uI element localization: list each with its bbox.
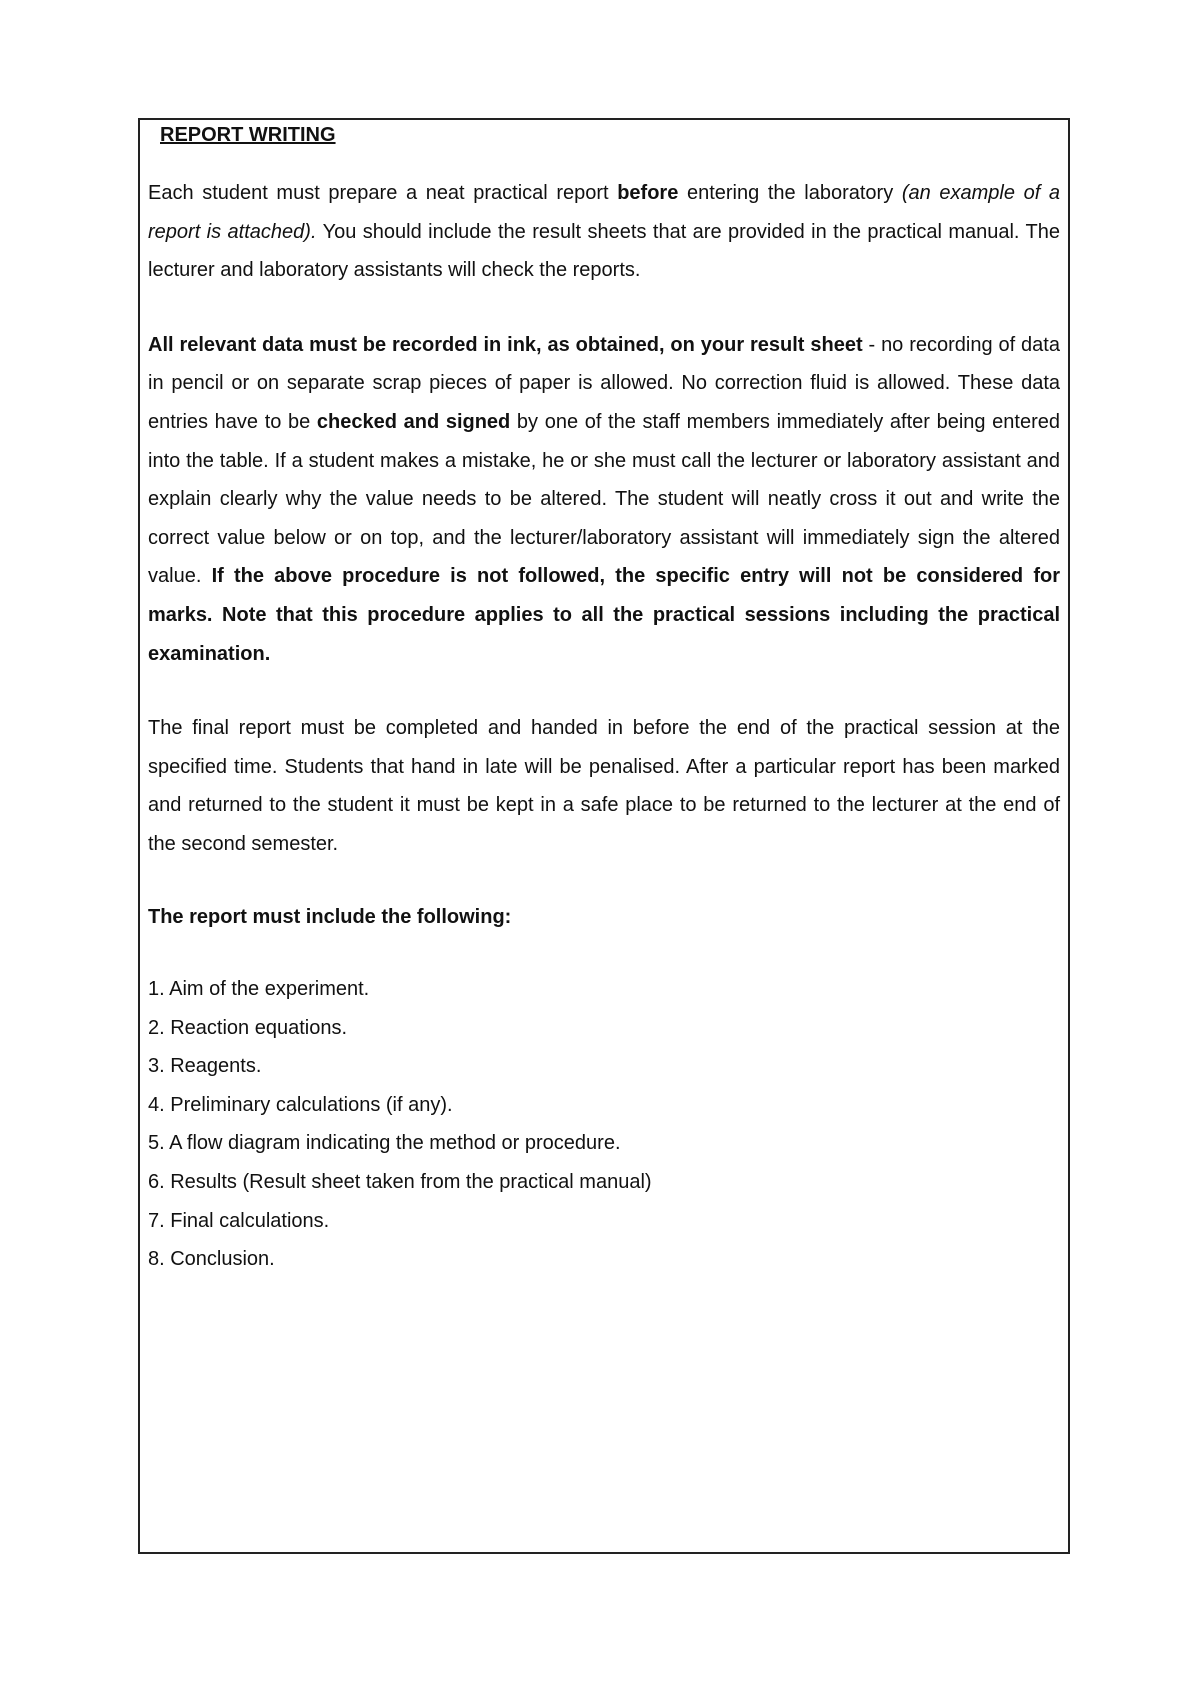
list-item: 2. Reaction equations. (148, 1016, 348, 1039)
paragraph-data-recording (148, 326, 1060, 673)
para2-text-1: - no recording of data in pencil or on separate scrap pieces of paper is allowed. No correction fluid is allowed. These data entries have to be (148, 333, 1060, 433)
list-item: 6. Results (Result sheet taken from the practical manual) (148, 1171, 652, 1194)
list-item: 7. Final calculations. (148, 1209, 330, 1232)
document-content (148, 120, 1060, 1279)
para2-bold-relevant-data: All relevant data must be recorded in ink, as obtained, on your result sheet (148, 333, 863, 356)
para1-text-2: entering the laboratory (678, 182, 902, 204)
spacer (148, 936, 1060, 970)
paragraph-report-preparation (148, 174, 1060, 290)
para1-text-3: You should include the result sheets that are provided in the practical manual. The lecturer and laboratory assistants will check the reports. (148, 220, 1061, 282)
list-item: 8. Conclusion. (148, 1248, 275, 1271)
para1-italic-example: (an example of a report is attached). (148, 182, 1060, 243)
list-item: 1. Aim of the experiment. (148, 978, 370, 1001)
para2-bold-procedure-note: If the above procedure is not followed, the specific entry will not be considered for marks. Note that this procedure applies to all the practical sessions including the practical examination. (148, 565, 1060, 665)
spacer (148, 290, 1060, 326)
report-requirements-list (148, 970, 1060, 1279)
spacer (148, 864, 1060, 898)
list-item: 3. Reagents. (148, 1055, 262, 1078)
list-item: 4. Preliminary calculations (if any). (148, 1093, 453, 1116)
spacer (148, 673, 1060, 709)
page-title: REPORT WRITING (160, 124, 336, 146)
spacer (148, 150, 1060, 174)
paragraph-final-report: The final report must be completed and handed in before the end of the practical session at the specified time. Students that hand in late will be penalised. After a particular report has been marked and returned to the student it must be kept in a safe place to be returned to the lecturer at the end of the second semester. (148, 717, 1060, 855)
list-heading: The report must include the following: (148, 905, 512, 928)
para2-text-2: by one of the staff members immediately after being entered into the table. If a student makes a mistake, he or she must call the lecturer or laboratory assistant and explain clearly why the value needs to be altered. The student will neatly cross it out and write the correct value below or on top, and the lecturer/laboratory assistant will immediately sign the altered value. (148, 410, 1060, 588)
para1-text-1: Each student must prepare a neat practical report (148, 182, 618, 204)
para2-bold-checked-signed: checked and signed (316, 410, 511, 433)
list-item: 5. A flow diagram indicating the method or procedure. (148, 1132, 621, 1155)
para1-bold-before: before (617, 182, 679, 204)
